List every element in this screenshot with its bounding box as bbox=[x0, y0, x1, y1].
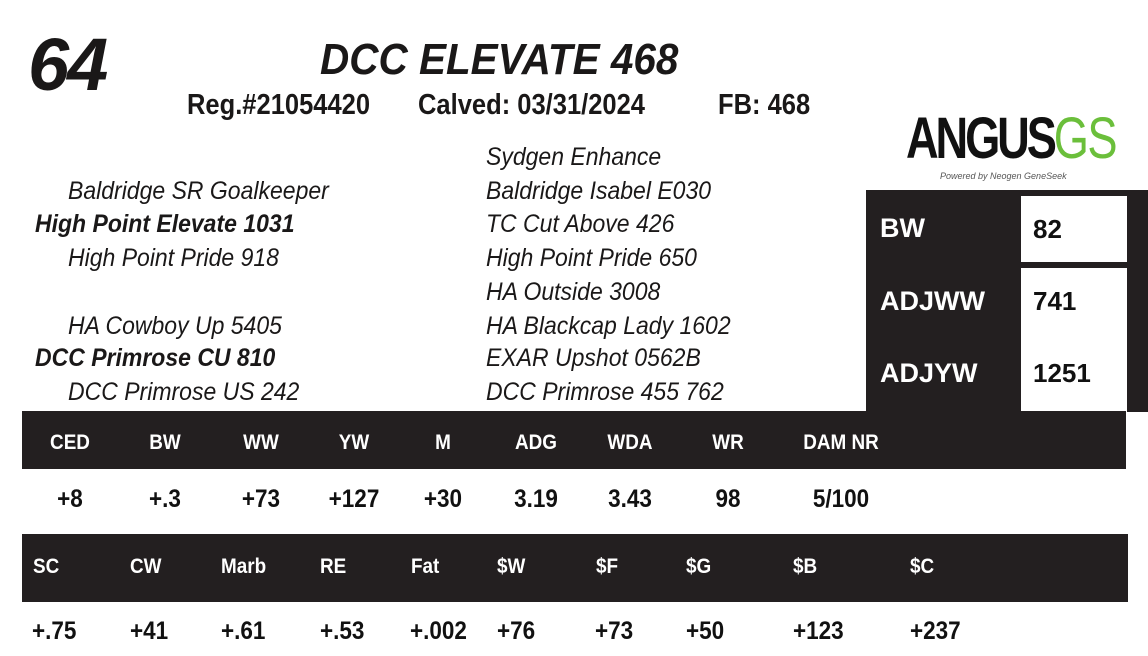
fb-number: FB: 468 bbox=[718, 89, 811, 121]
calved-date: Calved: 03/31/2024 bbox=[418, 89, 646, 121]
epd-header-fat: Fat bbox=[411, 555, 440, 578]
epd-header-dollar-f: $F bbox=[596, 555, 619, 578]
epd-header-m: M bbox=[435, 431, 451, 454]
epd-header-bw: BW bbox=[149, 431, 181, 454]
epd-header-dollar-b: $B bbox=[793, 555, 818, 578]
sire: High Point Elevate 1031 bbox=[35, 210, 295, 238]
epd-value-ww: +73 bbox=[241, 485, 281, 513]
epd-header-wr: WR bbox=[712, 431, 744, 454]
logo-accent-text: GS bbox=[1053, 106, 1117, 171]
epd-header-marb: Marb bbox=[221, 555, 267, 578]
adjww-value: 741 bbox=[1033, 286, 1077, 316]
ggp-1: Sydgen Enhance bbox=[486, 143, 662, 171]
registration-number: Reg.#21054420 bbox=[187, 89, 371, 121]
sire-dam: High Point Pride 918 bbox=[68, 244, 279, 272]
epd-value-dollar-b: +123 bbox=[793, 617, 844, 645]
logo-main-text: ANGUS bbox=[906, 106, 1054, 171]
dam-sire: HA Cowboy Up 5405 bbox=[68, 312, 282, 340]
dam-dam: DCC Primrose US 242 bbox=[68, 378, 300, 406]
ggp-2: Baldridge Isabel E030 bbox=[486, 177, 712, 205]
epd-header-ced: CED bbox=[50, 431, 90, 454]
epd-value-fat: +.002 bbox=[410, 617, 467, 645]
epd-header-dollar-w: $W bbox=[497, 555, 526, 578]
epd-value-wr: 98 bbox=[715, 485, 741, 513]
ggp-8: DCC Primrose 455 762 bbox=[486, 378, 724, 406]
epd-value-yw: +127 bbox=[328, 485, 380, 513]
epd-header-cw: CW bbox=[130, 555, 162, 578]
dam: DCC Primrose CU 810 bbox=[35, 344, 276, 372]
ggp-7: EXAR Upshot 0562B bbox=[486, 344, 701, 372]
epd-header-dollar-c: $C bbox=[910, 555, 935, 578]
epd-header-wda: WDA bbox=[607, 431, 653, 454]
epd-value-re: +.53 bbox=[320, 617, 365, 645]
adjyw-value: 1251 bbox=[1033, 358, 1091, 388]
epd-value-wda: 3.43 bbox=[608, 485, 652, 513]
bw-value-cell bbox=[1021, 196, 1127, 262]
logo-tagline: Powered by Neogen GeneSeek bbox=[940, 171, 1067, 181]
epd-value-dollar-w: +76 bbox=[497, 617, 536, 645]
epd-header-band-2 bbox=[22, 534, 1128, 602]
epd-value-ced: +8 bbox=[57, 485, 83, 513]
epd-value-cw: +41 bbox=[130, 617, 169, 645]
epd-value-bw: +.3 bbox=[149, 485, 181, 513]
epd-header-yw: YW bbox=[338, 431, 370, 454]
epd-value-sc: +.75 bbox=[32, 617, 77, 645]
animal-name: DCC ELEVATE 468 bbox=[320, 35, 679, 84]
lot-number: 64 bbox=[28, 23, 107, 106]
epd-value-m: +30 bbox=[423, 485, 463, 513]
epd-value-adg: 3.19 bbox=[514, 485, 558, 513]
adjyw-label: ADJYW bbox=[880, 358, 978, 388]
adjww-label: ADJWW bbox=[880, 286, 985, 316]
epd-value-marb: +.61 bbox=[221, 617, 266, 645]
epd-header-dollar-g: $G bbox=[686, 555, 712, 578]
epd-header-adg: ADG bbox=[514, 431, 557, 454]
epd-value-dollar-f: +73 bbox=[595, 617, 634, 645]
angus-gs-logo bbox=[906, 106, 1117, 190]
ggp-3: TC Cut Above 426 bbox=[486, 210, 675, 238]
adj-values-cell bbox=[1021, 268, 1127, 412]
epd-value-dam-nr: 5/100 bbox=[812, 485, 870, 513]
epd-header-dam-nr: DAM NR bbox=[803, 431, 879, 454]
epd-value-dollar-g: +50 bbox=[686, 617, 725, 645]
epd-header-re: RE bbox=[320, 555, 347, 578]
ggp-5: HA Outside 3008 bbox=[486, 278, 661, 306]
sire-sire: Baldridge SR Goalkeeper bbox=[68, 177, 329, 205]
bw-label: BW bbox=[880, 213, 925, 243]
epd-header-ww: WW bbox=[243, 431, 279, 454]
epd-header-sc: SC bbox=[33, 555, 60, 578]
ggp-4: High Point Pride 650 bbox=[486, 244, 697, 272]
ggp-6: HA Blackcap Lady 1602 bbox=[486, 312, 731, 340]
epd-value-dollar-c: +237 bbox=[910, 617, 961, 645]
bw-value: 82 bbox=[1033, 214, 1062, 244]
